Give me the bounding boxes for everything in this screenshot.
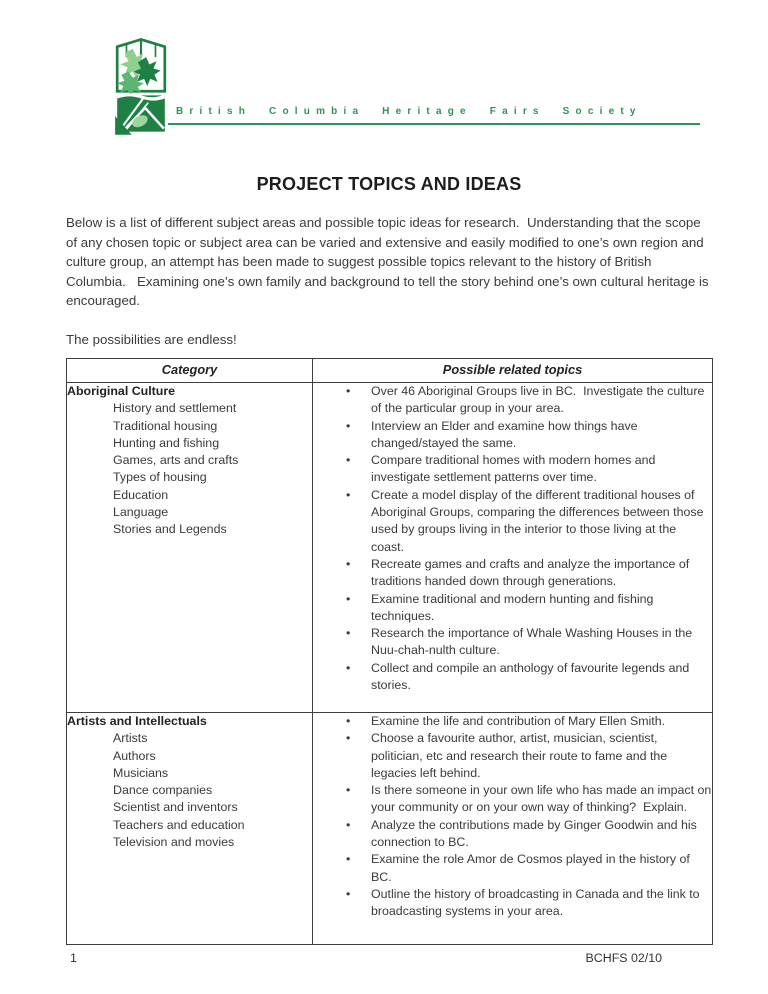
topic-text: Research the importance of Whale Washing Houses in the Nuu-chah-nulth culture.	[371, 626, 696, 658]
subtopic-item: Games, arts and crafts	[113, 453, 239, 468]
topic-item	[313, 625, 712, 660]
topic-item	[313, 452, 712, 487]
document-code: BCHFS 02/10	[585, 951, 662, 965]
topic-text: Over 46 Aboriginal Groups live in BC. Investigate the culture of the particular group in your area.	[371, 384, 708, 416]
topic-item	[313, 556, 712, 591]
subtopic-item: History and settlement	[113, 401, 237, 416]
bullet-icon: •	[346, 783, 351, 798]
topic-item	[313, 383, 712, 418]
topic-item	[313, 886, 712, 921]
column-header-category: Category	[67, 359, 313, 383]
topic-item	[313, 782, 715, 817]
topics-cell-artists-intellectuals	[313, 713, 713, 945]
topics-cell-aboriginal-culture	[313, 383, 713, 713]
category-cell-aboriginal-culture	[67, 383, 313, 713]
subtopic-item: Dance companies	[113, 783, 213, 798]
subtopic-item: Television and movies	[113, 835, 235, 850]
subtopic-item: Musicians	[113, 765, 169, 780]
bullet-icon: •	[346, 852, 351, 867]
topic-text: Choose a favourite author, artist, musician, scientist, politician, etc and research their route to fame and the legacies left behind.	[371, 731, 671, 780]
topic-item	[313, 591, 712, 626]
bullet-icon: •	[346, 817, 351, 832]
subtopic-item: Artists	[113, 731, 148, 746]
topic-text: Examine the role Amor de Cosmos played in the history of BC.	[371, 852, 694, 884]
topic-text: Interview an Elder and examine how things have changed/stayed the same.	[371, 418, 642, 450]
table-row	[67, 383, 713, 713]
table-header-row	[67, 359, 713, 383]
brand-name: British Columbia Heritage Fairs Society	[176, 106, 642, 117]
topic-text: Collect and compile an anthology of favourite legends and stories.	[371, 660, 693, 693]
topic-item	[313, 851, 712, 886]
subtopic-item: Education	[113, 487, 169, 502]
topic-item	[313, 713, 712, 730]
topic-text: Examine traditional and modern hunting and fishing techniques.	[371, 591, 657, 623]
bullet-icon: •	[346, 660, 351, 675]
bullet-icon: •	[346, 731, 351, 746]
subtopic-list	[67, 730, 312, 851]
category-title: Artists and Intellectuals	[67, 714, 207, 728]
subtopic-list	[67, 400, 312, 538]
category-cell-artists-intellectuals	[67, 713, 313, 945]
topic-text: Compare traditional homes with modern homes and investigate settlement patterns over time.	[371, 453, 659, 485]
subtopic-item: Scientist and inventors	[113, 800, 238, 815]
topic-text: Recreate games and crafts and analyze the importance of traditions handed down through generations.	[371, 556, 693, 589]
subtopic-item: Types of housing	[113, 470, 207, 485]
topic-bullet-list	[313, 383, 712, 694]
bullet-icon: •	[346, 556, 351, 571]
topic-item	[313, 660, 712, 695]
category-title: Aboriginal Culture	[67, 384, 176, 398]
topic-text: Analyze the contributions made by Ginger Goodwin and his connection to BC.	[371, 817, 701, 850]
topic-text: Is there someone in your own life who has made an impact on your community or on your own way of thinking? Explain.	[371, 783, 715, 815]
topics-table	[66, 358, 713, 945]
topic-bullet-list	[313, 713, 715, 921]
bullet-icon: •	[346, 384, 351, 398]
bullet-icon: •	[346, 886, 351, 901]
tagline: The possibilities are endless!	[66, 332, 237, 347]
bchfs-logo-icon	[112, 32, 170, 136]
subtopic-item: Hunting and fishing	[113, 435, 220, 450]
bullet-icon: •	[346, 591, 351, 606]
subtopic-item: Authors	[113, 748, 156, 763]
topic-item	[313, 730, 712, 782]
subtopic-item: Stories and Legends	[113, 522, 227, 537]
column-header-topics: Possible related topics	[313, 359, 713, 383]
intro-paragraph: Below is a list of different subject areas and possible topic ideas for research. Understanding that the scope of any chosen topic or subject area can be varied and extensive and easily modified to one’s own region and culture group, an attempt has been made to suggest possible topics relevant to the history of British Columbia. Examining one’s own family and background to tell the story behind one’s own cultural heritage is encouraged.	[66, 215, 713, 308]
bullet-icon: •	[346, 626, 351, 641]
table-row	[67, 713, 713, 945]
subtopic-item: Traditional housing	[113, 418, 218, 433]
bullet-icon: •	[346, 714, 351, 728]
page-number: 1	[70, 951, 77, 965]
topic-text: Outline the history of broadcasting in Canada and the link to broadcasting systems in your area.	[371, 886, 704, 919]
subtopic-item: Teachers and education	[113, 817, 245, 832]
bullet-icon: •	[346, 453, 351, 468]
page-title: PROJECT TOPICS AND IDEAS	[256, 174, 522, 194]
brand-underline	[168, 123, 700, 125]
topic-item	[313, 418, 712, 453]
bullet-icon: •	[346, 418, 351, 433]
subtopic-item: Language	[113, 505, 169, 520]
topic-text: Examine the life and contribution of Mary Ellen Smith.	[371, 714, 666, 728]
topic-item	[313, 487, 712, 556]
topic-text: Create a model display of the different traditional houses of Aboriginal Groups, comparing the differences between those used by groups living in the interior to those living at the coast.	[371, 487, 707, 554]
bullet-icon: •	[346, 487, 351, 502]
topic-item	[313, 817, 712, 852]
